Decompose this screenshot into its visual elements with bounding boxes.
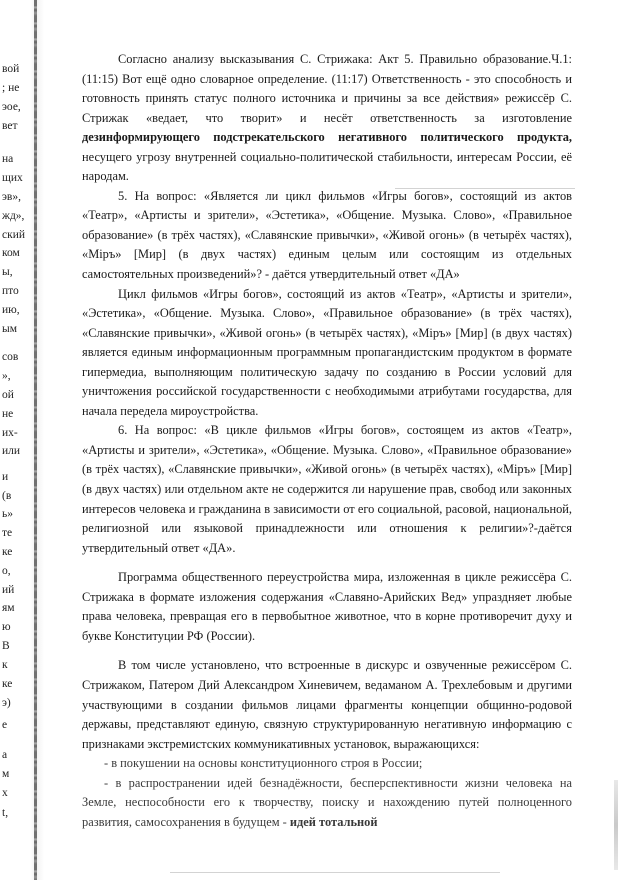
margin-fragment: вой [2, 63, 20, 75]
margin-fragment: пто [2, 285, 19, 297]
margin-fragment: э) [2, 697, 11, 709]
binding-line [34, 0, 37, 880]
list-item: - в покушении на основы конституционного строя в России; [104, 756, 423, 771]
margin-fragment: жд», [2, 210, 25, 222]
list-item-emphasis: идей тотальной [289, 814, 378, 829]
margin-fragment: ь» [2, 508, 13, 520]
margin-fragment: эв», [2, 191, 21, 203]
margin-fragment: сов [2, 351, 19, 363]
margin-fragment: те [2, 527, 13, 539]
paragraph-conclusion-cycle: Цикл фильмов «Игры богов», состоящий из актов «Театр», «Артисты и зрители», «Эстетика», «Общение. Музыка. Слово», «Правильное образование» (в трёх частях), «Славянские привычки», «Живой огонь» (в четырёх частях), «Mipъ» [Мир] (в двух частях) является единым информационным программным пропагандистским продуктом в формате гипермедиа, выполняющим политическую задачу по созданию в России условий для уничтожения российской государственности с необходимыми атрибутами государства, для начала передела мироустройства. [82, 286, 572, 418]
margin-fragment: ий [2, 584, 15, 596]
margin-fragment: вет [2, 120, 18, 132]
margin-fragment: ком [2, 247, 20, 259]
margin-fragment: ке [2, 678, 13, 690]
margin-fragment: ; не [2, 82, 20, 94]
margin-fragment: х [2, 787, 8, 799]
margin-fragment: или [2, 445, 21, 457]
margin-fragment: ский [2, 229, 25, 241]
margin-fragment: ы, [2, 266, 13, 278]
paragraph-established: В том числе установлено, что встроенные в дискурс и озвученные режиссёром С. Стрижаком, Патером Дий Александром Хиневичем, ведаманом А. Трехлебовым и другими участвующими в создании фильмов лицами фрагменты концепции общинно-родовой державы, представляют единую, связную структурированную негативную информацию с признаками экстремистских коммуникативных установок, выражающихся: [82, 658, 572, 751]
margin-fragment: t, [2, 807, 9, 819]
margin-fragment: ой [2, 389, 14, 401]
margin-fragment: », [2, 370, 11, 382]
paragraph-question-6: 6. На вопрос: «В цикле фильмов «Игры богов», состоящем из актов «Театр», «Артисты и зрители», «Эстетика», «Общение. Музыка. Слово», «Правильное образование» (в трёх частях), «Славянские привычки», «Живой огонь» (в четырёх частях), «Mipъ» [Мир] (в двух частях) или отдельном акте не содержится ли нарушение прав, свобод или законных интересов человека и гражданина в зависимости от его социальной, расовой, национальной, религиозной или языковой принадлежности или отношения к религии»?-даётся утвердительный ответ «ДА». [82, 423, 572, 555]
list-item-text: - в распространении идей безнадёжности, бесперспективности жизни человека на Земле, неспособности его к творчеству, поиску и нахождению путей полноценного развития, самосохранения в будущем - [82, 775, 572, 829]
margin-fragment: к [2, 659, 8, 671]
margin-fragment: ям [2, 602, 15, 614]
margin-fragment: их- [2, 427, 18, 439]
margin-fragment: о, [2, 565, 11, 577]
list-item [82, 774, 572, 833]
margin-fragment: ю [2, 621, 11, 633]
scan-artifact-smudge [614, 780, 618, 870]
extremist-signs-list [82, 754, 572, 832]
scan-artifact-line [170, 872, 500, 873]
document-body [82, 50, 572, 832]
paragraph-program: Программа общественного переустройства мира, изложенная в цикле режиссёра С. Стрижака в формате изложения содержания «Славяно-Арийских Вед» упраздняет любые права человека, превращая его в первобытное животное, что в корне противоречит духу и букве Конституции РФ (России). [82, 570, 572, 643]
margin-fragment: е [2, 719, 8, 731]
margin-fragment: ию, [2, 304, 20, 316]
margin-fragment: а [2, 749, 8, 761]
margin-fragment: В [2, 640, 10, 652]
paragraph-analysis-tail: несущего угрозу внутренней социально-политической стабильности, интересам России, её народам. [82, 149, 572, 184]
margin-fragment: на [2, 153, 14, 165]
paragraph-analysis-emphasis: дезинформирующего подстрекательского негативного политического продукта, [82, 130, 572, 145]
margin-fragment: щих [2, 172, 23, 184]
paragraph-analysis [82, 50, 572, 187]
margin-fragment: ым [2, 323, 18, 335]
margin-fragment: и [2, 471, 9, 483]
margin-fragment: ке [2, 546, 13, 558]
margin-fragment: эое, [2, 101, 21, 113]
margin-fragment: не [2, 408, 14, 420]
paragraph-question-5: 5. На вопрос: «Является ли цикл фильмов «Игры богов», состоящий из актов «Театр», «Артисты и зрители», «Эстетика», «Общение. Музыка. Слово», «Правильное образование» (в трёх частях), «Славянские привычки», «Живой огонь» (в четырёх частях), «Mipъ» [Мир] (в двух частях) единым целым или состоящим из отдельных самостоятельных произведений»? - даётся утвердительный ответ «ДА» [82, 188, 572, 282]
paragraph-analysis-text: Согласно анализу высказывания С. Стрижака: Акт 5. Правильно образование.Ч.1:(11:15) Вот ещё одно словарное определение. (11:17) Ответственность - это способность и готовность принять статус полного источника и причины за все действия» режиссёр С. Стрижак «ведает, что творит» и несёт ответственность за изготовление [82, 52, 572, 125]
margin-fragment: (в [2, 490, 12, 502]
margin-fragment: м [2, 768, 10, 780]
